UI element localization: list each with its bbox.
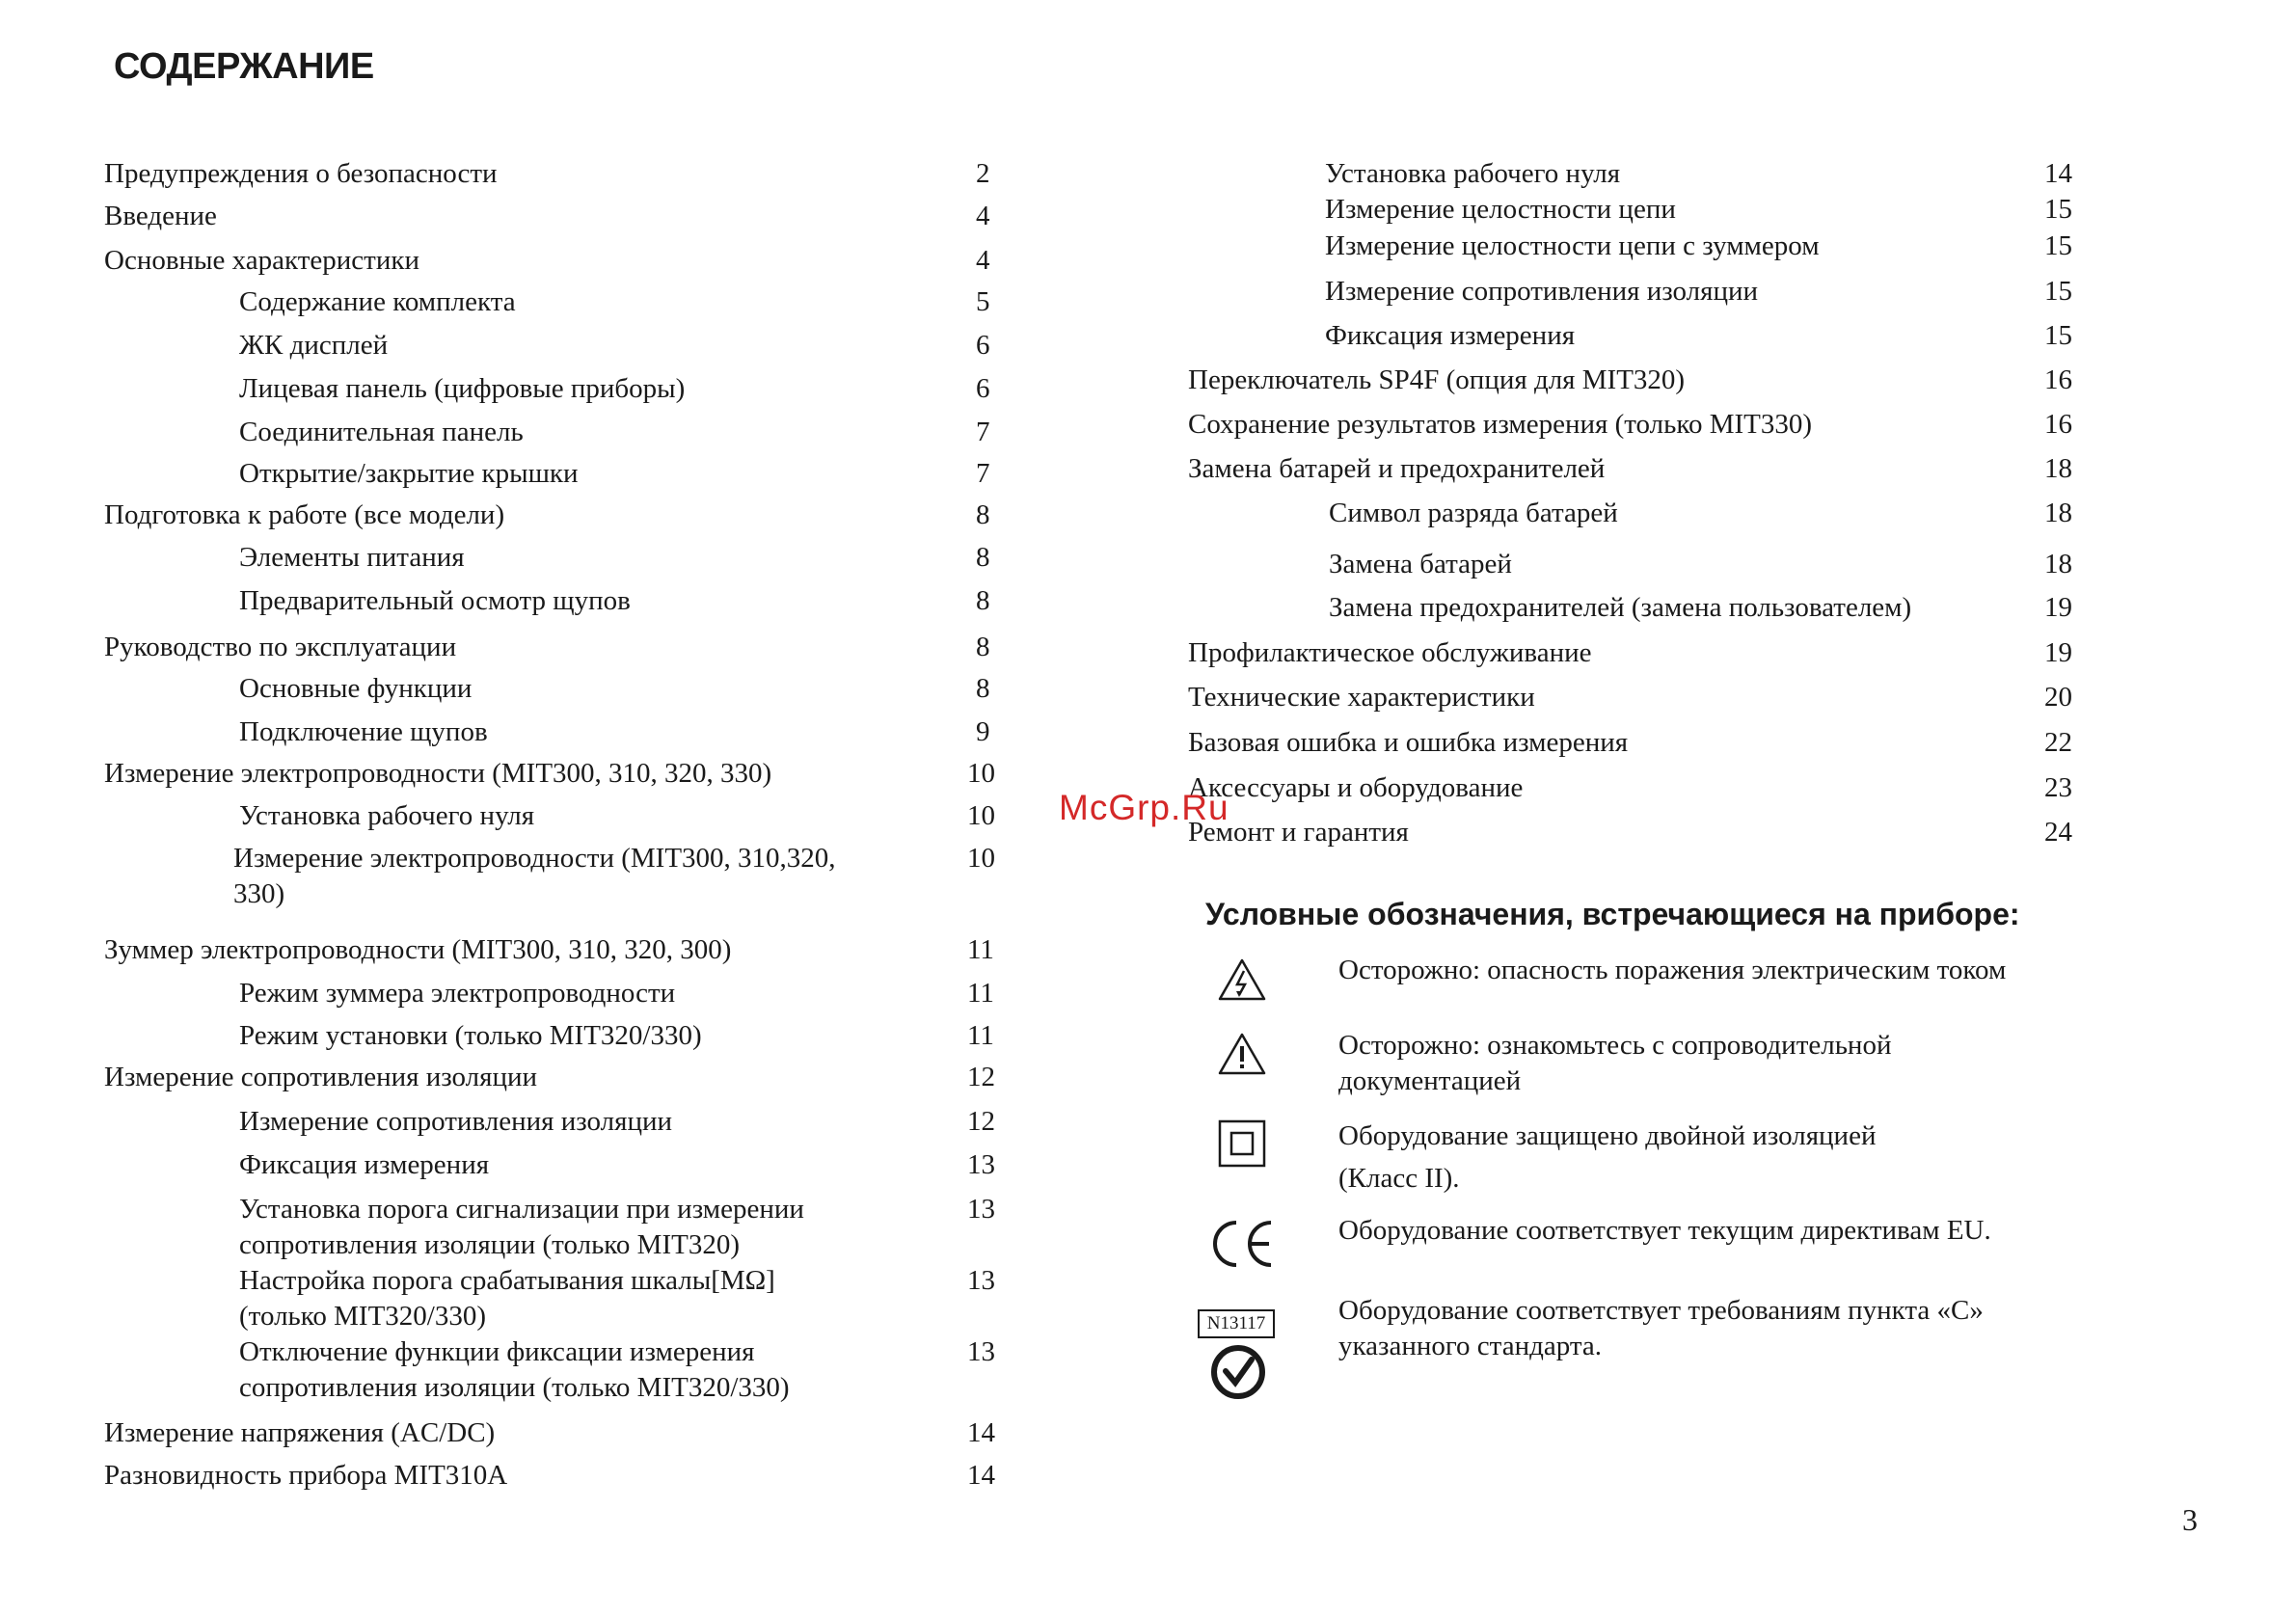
- toc-entry-page: 16: [2044, 409, 2072, 440]
- toc-entry-title: Установка рабочего нуля: [1325, 158, 1621, 189]
- toc-entry-page: 8: [976, 499, 990, 530]
- double-insulation-icon: [1217, 1118, 1267, 1169]
- symbol-description: Оборудование соответствует требованиям пункта «C»: [1338, 1295, 1984, 1326]
- toc-entry-title-continuation: (только MIT320/330): [239, 1301, 487, 1332]
- toc-entry-title: Аксессуары и оборудование: [1188, 772, 1524, 803]
- toc-entry-title-continuation: 330): [233, 878, 285, 909]
- toc-entry-page: 12: [967, 1106, 995, 1137]
- c-tick-mark-icon: [1209, 1344, 1267, 1400]
- toc-entry-page: 2: [976, 158, 990, 189]
- toc-entry-page: 12: [967, 1062, 995, 1092]
- toc-entry-page: 8: [976, 632, 990, 662]
- symbol-description: Оборудование защищено двойной изоляцией: [1338, 1120, 1877, 1151]
- toc-entry-title: Соединительная панель: [239, 417, 524, 447]
- toc-entry-title: Замена батарей: [1329, 549, 1512, 579]
- toc-entry-title: Измерение сопротивления изоляции: [239, 1106, 673, 1137]
- toc-entry-page: 23: [2044, 772, 2072, 803]
- toc-entry-title: Отключение функции фиксации измерения: [239, 1336, 755, 1367]
- toc-entry-title: Содержание комплекта: [239, 286, 516, 317]
- toc-entry-page: 16: [2044, 364, 2072, 395]
- toc-entry-title: Основные характеристики: [104, 245, 419, 276]
- toc-entry-page: 10: [967, 843, 995, 874]
- toc-entry-title: Измерение электропроводности (MIT300, 310,320,: [233, 843, 836, 874]
- toc-entry-page: 20: [2044, 682, 2072, 713]
- toc-entry-page: 24: [2044, 817, 2072, 848]
- toc-entry-title: Фиксация измерения: [1325, 320, 1576, 351]
- toc-entry-page: 5: [976, 286, 990, 317]
- toc-entry-page: 14: [967, 1417, 995, 1448]
- toc-entry-page: 11: [967, 1020, 994, 1051]
- toc-entry-page: 18: [2044, 498, 2072, 528]
- toc-entry-title: Элементы питания: [239, 542, 465, 573]
- toc-entry-page: 15: [2044, 194, 2072, 225]
- toc-entry-title: Измерение электропроводности (MIT300, 310, 320, 330): [104, 758, 772, 789]
- toc-entry-title: Установка порога сигнализации при измерении: [239, 1194, 804, 1225]
- toc-entry-title: Символ разряда батарей: [1329, 498, 1618, 528]
- toc-entry-title: Настройка порога срабатывания шкалы[MΩ]: [239, 1265, 775, 1296]
- page-title: СОДЕРЖАНИЕ: [114, 46, 374, 87]
- toc-entry-page: 15: [2044, 276, 2072, 307]
- toc-entry-title: Переключатель SP4F (опция для MIT320): [1188, 364, 1686, 395]
- toc-entry-page: 6: [976, 373, 990, 404]
- toc-entry-title: Подключение щупов: [239, 716, 488, 747]
- toc-entry-title: Ремонт и гарантия: [1188, 817, 1409, 848]
- toc-entry-title: Фиксация измерения: [239, 1149, 490, 1180]
- toc-entry-page: 4: [976, 245, 990, 276]
- toc-entry-page: 19: [2044, 637, 2072, 668]
- toc-entry-title: Предварительный осмотр щупов: [239, 585, 631, 616]
- toc-entry-title: Руководство по эксплуатации: [104, 632, 457, 662]
- toc-entry-title: Режим зуммера электропроводности: [239, 978, 676, 1009]
- symbols-heading: Условные обозначения, встречающиеся на приборе:: [1205, 897, 2020, 931]
- toc-entry-page: 18: [2044, 549, 2072, 579]
- toc-entry-title: Измерение целостности цепи: [1325, 194, 1676, 225]
- toc-entry-title: Зуммер электропроводности (MIT300, 310, 320, 300): [104, 934, 732, 965]
- symbol-description-continuation: документацией: [1338, 1065, 1522, 1096]
- toc-entry-title: Профилактическое обслуживание: [1188, 637, 1592, 668]
- toc-entry-page: 14: [2044, 158, 2072, 189]
- toc-entry-title: Лицевая панель (цифровые приборы): [239, 373, 686, 404]
- ce-mark-icon: [1209, 1217, 1277, 1271]
- toc-entry-page: 7: [976, 458, 990, 489]
- toc-entry-page: 10: [967, 758, 995, 789]
- toc-entry-title: Замена батарей и предохранителей: [1188, 453, 1606, 484]
- toc-entry-page: 13: [967, 1265, 995, 1296]
- toc-entry-title: Замена предохранителей (замена пользователем): [1329, 592, 1912, 623]
- toc-entry-title: Разновидность прибора MIT310A: [104, 1460, 508, 1491]
- toc-entry-page: 22: [2044, 727, 2072, 758]
- toc-entry-page: 4: [976, 201, 990, 231]
- symbol-description: Осторожно: опасность поражения электрическим током: [1338, 955, 2007, 985]
- toc-entry-title: Базовая ошибка и ошибка измерения: [1188, 727, 1629, 758]
- watermark: McGrp.Ru: [1059, 788, 1229, 827]
- toc-entry-page: 19: [2044, 592, 2072, 623]
- toc-entry-title: Измерение целостности цепи с зуммером: [1325, 230, 1820, 261]
- toc-entry-title: Измерение напряжения (AC/DC): [104, 1417, 496, 1448]
- toc-entry-title: Установка рабочего нуля: [239, 800, 535, 831]
- toc-entry-title: Измерение сопротивления изоляции: [104, 1062, 538, 1092]
- toc-entry-page: 6: [976, 330, 990, 361]
- symbol-description: Осторожно: ознакомьтесь с сопроводительной: [1338, 1030, 1892, 1061]
- toc-entry-title: ЖК дисплей: [239, 330, 389, 361]
- toc-entry-page: 13: [967, 1336, 995, 1367]
- toc-entry-title: Подготовка к работе (все модели): [104, 499, 505, 530]
- toc-entry-page: 8: [976, 673, 990, 704]
- symbol-description-continuation: указанного стандарта.: [1338, 1331, 1602, 1361]
- symbol-description-continuation: (Класс II).: [1338, 1163, 1460, 1194]
- toc-entry-page: 18: [2044, 453, 2072, 484]
- caution-warning-icon: [1217, 1032, 1267, 1076]
- toc-entry-page: 15: [2044, 320, 2072, 351]
- toc-entry-title: Открытие/закрытие крышки: [239, 458, 579, 489]
- toc-entry-title: Предупреждения о безопасности: [104, 158, 498, 189]
- toc-entry-page: 10: [967, 800, 995, 831]
- toc-entry-page: 13: [967, 1194, 995, 1225]
- toc-entry-page: 8: [976, 542, 990, 573]
- toc-entry-title-continuation: сопротивления изоляции (только MIT320): [239, 1229, 740, 1260]
- toc-entry-title-continuation: сопротивления изоляции (только MIT320/330): [239, 1372, 790, 1403]
- toc-entry-page: 13: [967, 1149, 995, 1180]
- page-number: 3: [2182, 1502, 2198, 1537]
- toc-entry-title: Режим установки (только MIT320/330): [239, 1020, 702, 1051]
- toc-entry-page: 9: [976, 716, 990, 747]
- toc-entry-page: 7: [976, 417, 990, 447]
- symbol-description: Оборудование соответствует текущим директивам EU.: [1338, 1215, 1991, 1246]
- toc-entry-title: Сохранение результатов измерения (только MIT330): [1188, 409, 1813, 440]
- toc-entry-page: 11: [967, 978, 994, 1009]
- toc-entry-title: Введение: [104, 201, 217, 231]
- toc-entry-page: 8: [976, 585, 990, 616]
- electric-shock-warning-icon: [1217, 957, 1267, 1002]
- toc-entry-page: 14: [967, 1460, 995, 1491]
- toc-entry-title: Технические характеристики: [1188, 682, 1535, 713]
- toc-entry-title: Измерение сопротивления изоляции: [1325, 276, 1759, 307]
- toc-entry-title: Основные функции: [239, 673, 473, 704]
- toc-entry-page: 15: [2044, 230, 2072, 261]
- toc-entry-page: 11: [967, 934, 994, 965]
- standard-number-label: N13117: [1198, 1309, 1275, 1338]
